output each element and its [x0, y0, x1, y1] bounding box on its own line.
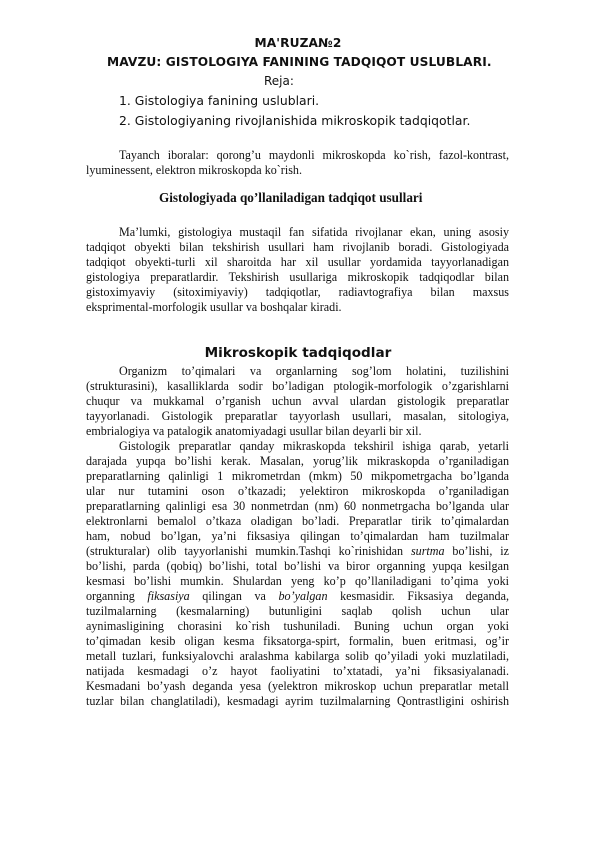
section-title-methods: Gistologiyada qo’llaniladigan tadqiqot usullari: [159, 190, 423, 205]
paragraph-line: (strukturasini), kasalliklarda sodir bo’ladigan ptologik-morfologik o’zgarishlarni: [86, 379, 509, 393]
paragraph-line: kesmasi bo’lishi mumkin. Shulardan yeng ko’p qo’llaniladigani to’qima yoki: [86, 574, 509, 588]
paragraph-line: embrialogiya va patalogik anatomiyadagi usullar bilan deyarli bir xil.: [86, 424, 422, 438]
paragraph-line: eksprimental-morfologik usullar va boshqalar kiradi.: [86, 300, 342, 314]
paragraph-line: Gistologik preparatlar qanday mikraskopda tekshiril ishiga qarab, yetarli: [119, 439, 509, 453]
lecture-topic: MAVZU: GISTOLOGIYA FANINING TADQIQOT USLUBLARI.: [107, 55, 492, 69]
paragraph-line: darajada yupqa bo’lishi kerak. Masalan, yorug’lik mikraskopda o’rganiladigan: [86, 454, 509, 468]
plan-item-1: 1. Gistologiya fanining uslublari.: [119, 93, 320, 108]
lecture-number: MA'RUZA№2: [254, 36, 342, 50]
paragraph-line: aynimasligining chorasini ko`rish tushuniladi. Buning uchun organ yoki: [86, 619, 509, 633]
text-run: organning: [86, 589, 135, 603]
text-run: bo’lishi, iz: [444, 544, 509, 558]
italic-term-surtma: surtma: [410, 544, 445, 558]
paragraph-line: elektronlarni bemalol o’tkaza oladigan bo’ladi. Preparatlar tirik to’qimalardan: [86, 514, 509, 528]
paragraph-line: gistoximyaviy (sitoximiyaviy) tadqiqotlar, radiavtografiya bilan maxsus: [86, 285, 509, 299]
paragraph-line: ham, nobud bo’lgan, ya’ni fiksasiya qilingan to’qimalardan ham tuzilmalar: [86, 529, 509, 543]
paragraph-line: tuzlar bilan changlatiladi), kesmadagi ayrim tuzilmalarning Qontrastligini oshirish: [86, 694, 509, 708]
key-terms-line: lyuminessent, elektron mikroskopda ko`rish.: [86, 163, 302, 177]
text-run: (strukturalar) olib tayyorlanishi mumkin.Tashqi ko`rinishidan: [86, 544, 411, 558]
text-run: va: [254, 589, 266, 603]
text-run: deganda,: [465, 589, 509, 603]
paragraph-line-surtma: [86, 544, 509, 559]
text-run: Fiksasiya: [407, 589, 454, 603]
paragraph-line: preparatlarning qalinligi esa 30 nonmetrdan (nm) 60 nonmetrgacha bo’lganda ular: [86, 499, 509, 513]
italic-term-boyalgan: bo’yalgan: [278, 589, 328, 603]
plan-label: Reja:: [264, 74, 294, 88]
paragraph-line: Organizm to’qimalari va organlarning sog’lom holatini, tuzilishini: [119, 364, 509, 378]
paragraph-line: chuqur va mukkamal o’rganish uchun avval ulardan gistologik preparatlar: [86, 394, 509, 408]
paragraph-line: gistologiya preparatlardir. Tekshirish usullariga mikroskopik tadqiqodlar bilan: [86, 270, 509, 284]
paragraph-line: Ma’lumki, gistologiya mustaqil fan sifatida rivojlanar ekan, uning asosiy: [119, 225, 509, 239]
key-terms-line: Tayanch iboralar: qorong’u maydonli mikroskopda ko`rish, fazol-kontrast,: [119, 148, 509, 162]
paragraph-line: natijada kesmadagi o’z hayot faoliyatini to’xtatadi, ya’ni fiksasiyalanadi.: [86, 664, 509, 678]
paragraph-line: to’qimadan kesib oligan kesma fiksatorga-spirt, formalin, buen eritmasi, og’ir: [86, 634, 509, 648]
paragraph-line: bo’lishi, parda (qobiq) bo’lishi, total bo’lishi va biror organning yupqa kesilgan: [86, 559, 509, 573]
plan-item-2: 2. Gistologiyaning rivojlanishida mikroskopik tadqiqotlar.: [119, 113, 471, 128]
paragraph-line: ular nur tutamini oson o’tkazadi; yelektiron mikroskopda o’rganiladigan: [86, 484, 509, 498]
paragraph-line: tayyorlanadi. Gistologik preparatlar tayyorlash usullari, masalan, sitologiya,: [86, 409, 509, 423]
text-run: kesmasidir.: [340, 589, 395, 603]
paragraph-line: tadqiqot obyekti bilan tekshirish usullari ham rivojlanib boradi. Gistologiyada: [86, 240, 509, 254]
paragraph-line: tuzilmalarning (kesmalarning) butunligini saqlab qolish uchun ular: [86, 604, 509, 618]
paragraph-line: Kesmadani bo’yash deganda yesa (yelektron mikroskop uchun preparatlar metall: [86, 679, 509, 693]
paragraph-line: tadqiqot obyekti-turli xil sharoitda har xil usullar yordamida tayyorlanadigan: [86, 255, 509, 269]
paragraph-line: metall tuzlari, funksiyalovchi aralashma kabilarga solib qo’yiladi yoki muzlatiladi,: [86, 649, 509, 663]
italic-term-fiksasiya: fiksasiya: [147, 589, 190, 603]
text-run: qilingan: [202, 589, 242, 603]
paragraph-line-fiksasiya: [86, 589, 509, 604]
section-title-microscopic: Mikroskopik tadqiqodlar: [204, 345, 392, 361]
paragraph-line: preparatlarning qalinligi 1 mikrometrdan (mkm) 50 mikpometrgacha bo’lganda: [86, 469, 509, 483]
